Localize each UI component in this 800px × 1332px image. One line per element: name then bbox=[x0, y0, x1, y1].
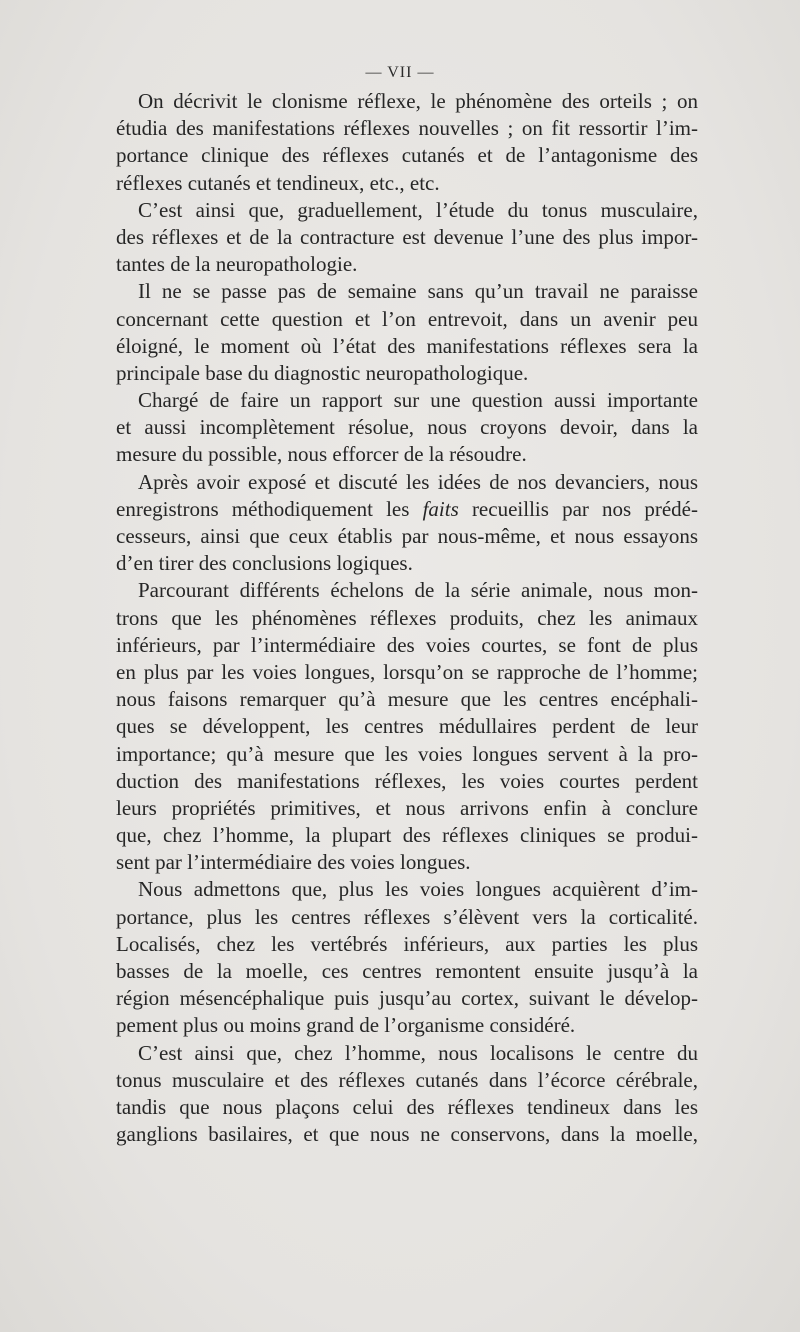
text-line: tantes de la neuropathologie. bbox=[116, 252, 358, 277]
text-line: cesseurs, ainsi que ceux établis par nous-même, et nous essayons bbox=[116, 524, 698, 548]
paragraph bbox=[116, 876, 698, 1039]
text-line: Nous admettons que, plus les voies longues acquièrent d’im- bbox=[138, 877, 698, 902]
body-text bbox=[116, 88, 698, 1148]
text-line: portance clinique des réflexes cutanés et de l’antagonisme des bbox=[116, 143, 698, 168]
text-line: éloigné, le moment où l’état des manifestations réflexes sera la bbox=[116, 333, 698, 358]
text-line: pement plus ou moins grand de l’organisme considéré. bbox=[116, 1013, 576, 1038]
text-line: région mésencéphalique puis jusqu’au cortex, suivant le dévelop- bbox=[116, 986, 698, 1011]
text-line: enregistrons méthodiquement les faits recueillis par nos prédé- bbox=[116, 496, 698, 521]
paragraph bbox=[116, 577, 698, 876]
paragraph bbox=[116, 88, 698, 197]
paragraph bbox=[116, 278, 698, 387]
text-line: Localisés, chez les vertébrés inférieurs, aux parties les plus bbox=[116, 931, 698, 956]
text-line: C’est ainsi que, graduellement, l’étude du tonus musculaire, bbox=[138, 197, 698, 222]
text-line: ganglions basilaires, et que nous ne conservons, dans la moelle, bbox=[116, 1122, 698, 1147]
text-line: principale base du diagnostic neuropathologique. bbox=[116, 360, 529, 385]
text-line: C’est ainsi que, chez l’homme, nous localisons le centre du bbox=[138, 1040, 698, 1065]
text-line: leurs propriétés primitives, et nous arrivons enfin à conclure bbox=[116, 795, 698, 820]
paragraph bbox=[116, 197, 698, 279]
text-line: d’en tirer des conclusions logiques. bbox=[116, 551, 413, 576]
text-line: trons que les phénomènes réflexes produits, chez les animaux bbox=[116, 605, 698, 630]
text-line: importance; qu’à mesure que les voies longues servent à la pro- bbox=[116, 741, 698, 766]
paragraph bbox=[116, 469, 698, 578]
text-line: et aussi incomplètement résolue, nous croyons devoir, dans la bbox=[116, 415, 698, 440]
text-line: basses de la moelle, ces centres remontent ensuite jusqu’à la bbox=[116, 959, 698, 983]
text-line: Chargé de faire un rapport sur une question aussi importante bbox=[138, 388, 698, 413]
text-line: tonus musculaire et des réflexes cutanés dans l’écorce cérébrale, bbox=[116, 1067, 698, 1092]
page-number: — VII — bbox=[365, 64, 435, 81]
text-line: que, chez l’homme, la plupart des réflexes cliniques se produi- bbox=[116, 823, 698, 848]
text-line: tandis que nous plaçons celui des réflexes tendineux dans les bbox=[116, 1094, 698, 1119]
text-line: réflexes cutanés et tendineux, etc., etc. bbox=[116, 170, 440, 195]
text-line: inférieurs, par l’intermédiaire des voies courtes, se font de plus bbox=[116, 632, 698, 657]
text-line: Parcourant différents échelons de la série animale, nous mon- bbox=[138, 578, 698, 603]
text-line: en plus par les voies longues, lorsqu’on se rapproche de l’homme; bbox=[116, 659, 698, 684]
text-line: portance, plus les centres réflexes s’élèvent vers la corticalité. bbox=[116, 904, 698, 929]
text-line: nous faisons remarquer qu’à mesure que les centres encéphali- bbox=[116, 687, 698, 712]
text-line: étudia des manifestations réflexes nouvelles ; on fit ressortir l’im- bbox=[116, 116, 698, 141]
text-line: On décrivit le clonisme réflexe, le phénomène des orteils ; on bbox=[138, 89, 698, 113]
paragraph bbox=[116, 1040, 698, 1149]
text-line: des réflexes et de la contracture est devenue l’une des plus impor- bbox=[116, 224, 698, 249]
text-line: Après avoir exposé et discuté les idées de nos devanciers, nous bbox=[138, 469, 698, 494]
text-line: concernant cette question et l’on entrevoit, dans un avenir peu bbox=[116, 306, 698, 331]
text-line: Il ne se passe pas de semaine sans qu’un travail ne paraisse bbox=[138, 279, 698, 304]
text-line: duction des manifestations réflexes, les voies courtes perdent bbox=[116, 768, 698, 793]
text-line: ques se développent, les centres médullaires perdent de leur bbox=[116, 714, 698, 739]
text-line: sent par l’intermédiaire des voies longues. bbox=[116, 850, 471, 875]
italic-word: faits bbox=[422, 496, 459, 521]
text-line: mesure du possible, nous efforcer de la résoudre. bbox=[116, 442, 527, 467]
paragraph bbox=[116, 387, 698, 469]
